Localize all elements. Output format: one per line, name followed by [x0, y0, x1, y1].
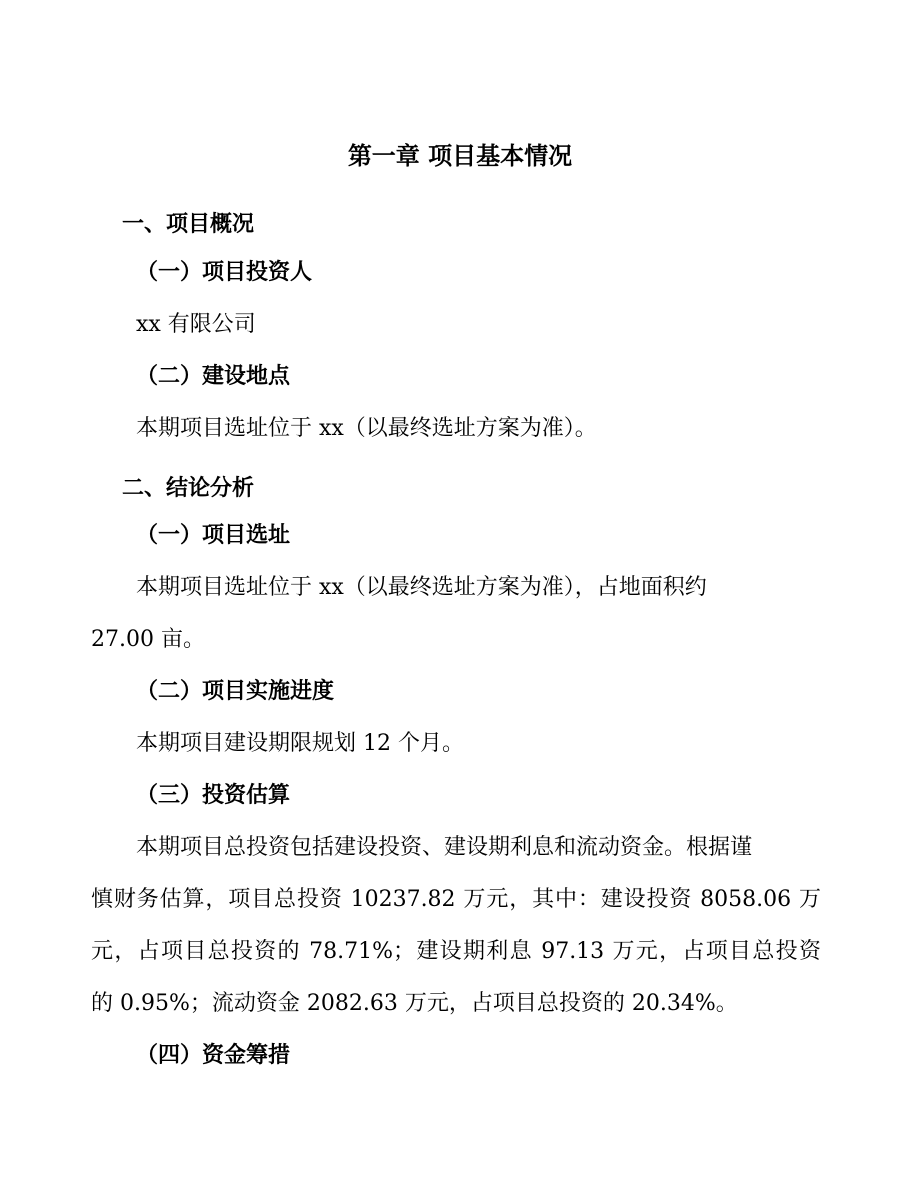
investment-text-line-1: 本期项目总投资包括建设投资、建设期利息和流动资金。根据谨 [136, 835, 753, 860]
schedule-text: 本期项目建设期限规划 12 个月。 [136, 731, 464, 756]
subsection-heading-location: （二）建设地点 [136, 364, 291, 389]
subsection-heading-investor: （一）项目投资人 [136, 260, 313, 285]
investment-text-line-2: 慎财务估算，项目总投资 10237.82 万元，其中：建设投资 8058.06 万 [91, 887, 821, 912]
investor-text: xx 有限公司 [136, 312, 256, 337]
chapter-title: 第一章 项目基本情况 [347, 142, 573, 170]
investment-text-line-3: 元，占项目总投资的 78.71%；建设期利息 97.13 万元，占项目总投资 [91, 939, 821, 964]
investment-text-line-4: 的 0.95%；流动资金 2082.63 万元，占项目总投资的 20.34%。 [91, 991, 738, 1016]
site-text-line-2: 27.00 亩。 [91, 627, 205, 652]
site-text-line-1: 本期项目选址位于 xx（以最终选址方案为准），占地面积约 [136, 575, 707, 600]
subsection-heading-site: （一）项目选址 [136, 523, 291, 548]
location-text: 本期项目选址位于 xx（以最终选址方案为准）。 [136, 416, 597, 441]
section-heading-conclusion: 二、结论分析 [122, 476, 255, 501]
subsection-heading-schedule: （二）项目实施进度 [136, 679, 335, 704]
subsection-heading-investment: （三）投资估算 [136, 783, 291, 808]
subsection-heading-funding: （四）资金筹措 [136, 1043, 291, 1068]
section-heading-overview: 一、项目概况 [122, 212, 255, 237]
